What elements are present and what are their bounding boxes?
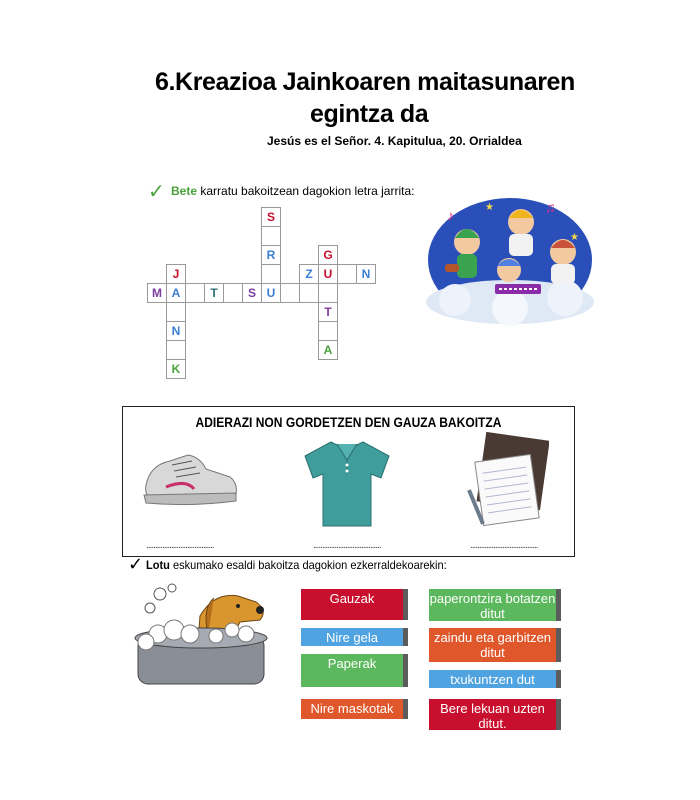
crossword-cell[interactable] <box>166 302 186 322</box>
crossword-cell[interactable] <box>299 283 319 303</box>
crossword-cell[interactable]: T <box>318 302 338 322</box>
crossword-cell[interactable]: T <box>204 283 224 303</box>
match-left-item[interactable]: Nire gela <box>301 628 403 646</box>
answer-blank[interactable]: ...................................... <box>146 540 214 551</box>
crossword-cell[interactable]: S <box>242 283 262 303</box>
notebook-image <box>467 432 549 530</box>
crossword-cell[interactable]: G <box>318 245 338 265</box>
match-left-item[interactable]: Paperak <box>301 654 403 687</box>
crossword-cell[interactable]: U <box>318 264 338 284</box>
crossword-cell[interactable]: N <box>356 264 376 284</box>
answer-blank[interactable]: ...................................... <box>470 540 538 551</box>
instruction-text: eskumako esaldi bakoitza dagokion ezkerraldekoarekin: <box>172 558 447 572</box>
answer-blank[interactable]: ...................................... <box>313 540 381 551</box>
crossword-cell[interactable]: S <box>261 207 281 227</box>
crossword-cell[interactable] <box>318 321 338 341</box>
matching-instruction <box>146 558 447 572</box>
svg-text:♫: ♫ <box>545 199 556 215</box>
crossword-cell[interactable]: K <box>166 359 186 379</box>
sneakers-image <box>140 443 240 513</box>
crossword-cell[interactable]: N <box>166 321 186 341</box>
checkmark-icon: ✓ <box>128 554 144 575</box>
book-reference: Jesús es el Señor. 4. Kapitulua, 20. Orrialdea <box>267 134 522 148</box>
page-title-line2: egintza da <box>310 100 429 128</box>
crossword-cell[interactable] <box>318 283 338 303</box>
instruction-text: karratu bakoitzean dagokion letra jarrita: <box>200 184 415 198</box>
angels-singing-image <box>425 190 595 330</box>
crossword-instruction <box>171 184 414 198</box>
crossword-cell[interactable]: Z <box>299 264 319 284</box>
crossword-cell[interactable]: A <box>318 340 338 360</box>
svg-text:★: ★ <box>570 232 579 243</box>
polo-shirt-image <box>303 438 391 530</box>
instruction-keyword: Bete <box>171 184 198 198</box>
dog-in-bath-image <box>128 580 270 692</box>
match-right-item[interactable]: txukuntzen dut <box>429 670 556 688</box>
crossword-cell[interactable]: A <box>166 283 186 303</box>
svg-text:★: ★ <box>485 202 494 213</box>
match-left-item[interactable]: Gauzak <box>301 589 403 620</box>
crossword-cell[interactable] <box>185 283 205 303</box>
crossword-cell[interactable]: U <box>261 283 281 303</box>
crossword-cell[interactable]: R <box>261 245 281 265</box>
instruction-keyword: Lotu <box>146 558 170 572</box>
page-title: 6.Kreazioa Jainkoaren maitasunaren <box>155 68 575 96</box>
storage-exercise-title: ADIERAZI NON GORDETZEN DEN GAUZA BAKOITZA <box>195 414 502 430</box>
checkmark-icon: ✓ <box>148 179 165 203</box>
crossword-cell[interactable] <box>261 226 281 246</box>
match-right-item[interactable]: zaindu eta garbitzen ditut <box>429 628 556 662</box>
match-right-item[interactable]: paperontzira botatzen ditut <box>429 591 556 621</box>
match-right-item[interactable]: Bere lekuan uzten ditut. <box>429 699 556 730</box>
crossword-cell[interactable] <box>223 283 243 303</box>
match-left-item[interactable]: Nire maskotak <box>301 699 403 719</box>
crossword-cell[interactable] <box>280 283 300 303</box>
crossword-cell[interactable]: J <box>166 264 186 284</box>
crossword-cell[interactable] <box>261 264 281 284</box>
crossword-cell[interactable]: M <box>147 283 167 303</box>
svg-text:♪: ♪ <box>447 207 454 223</box>
crossword-cell[interactable] <box>337 264 357 284</box>
crossword-cell[interactable] <box>166 340 186 360</box>
